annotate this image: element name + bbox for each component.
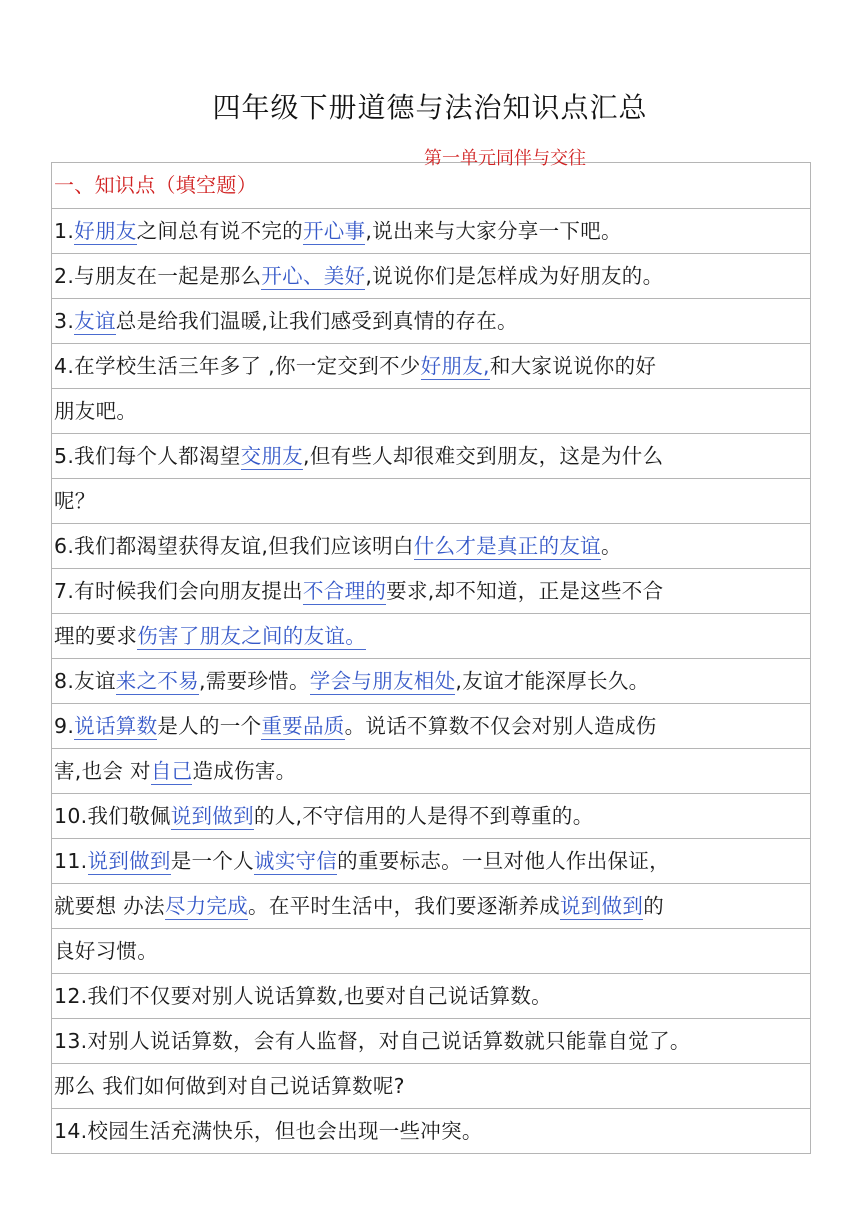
answer-blank: 诚实守信	[253, 849, 338, 873]
answer-blank: 友谊	[74, 309, 116, 333]
line-text: 。说话不算数不仅会对别人造成伤	[344, 714, 657, 738]
line-text: 4.在学校生活三年多了 ,你一定交到不少	[54, 354, 421, 378]
answer-blank: 重要品质	[261, 714, 345, 738]
line-text: 良好习惯。	[54, 939, 158, 963]
page-title: 四年级下册道德与法治知识点汇总	[212, 91, 648, 124]
line-text: 造成伤害。	[192, 759, 297, 783]
text-line	[52, 794, 810, 839]
line-text: 总是给我们温暖,让我们感受到真情的存在。	[115, 309, 518, 333]
line-text: 是一个人	[170, 849, 254, 873]
line-text: 朋友吧。	[54, 399, 138, 423]
line-text: 9.	[54, 714, 75, 738]
line-text: 13.对别人说话算数，会有人监督，对自己说话算数就只能靠自觉了。	[54, 1029, 691, 1053]
answer-blank: 尽力完成	[164, 894, 249, 918]
line-text: 要求,却不知道，正是这些不合	[386, 579, 664, 603]
text-line	[52, 1064, 810, 1109]
section-heading: 一、知识点（填空题）	[52, 163, 810, 209]
line-text: 和大家说说你的好	[489, 354, 657, 378]
line-text: 。在平时生活中，我们要逐渐养成	[248, 894, 561, 918]
line-text: 8.友谊	[54, 669, 116, 693]
answer-blank: 开心事	[302, 219, 366, 243]
line-text: 10.我们敬佩	[54, 804, 171, 828]
line-text: 6.我们都渴望获得友谊,但我们应该明白	[54, 534, 414, 558]
text-line	[52, 524, 810, 569]
line-text: 之间总有说不完的	[136, 219, 303, 243]
text-line	[52, 1109, 810, 1154]
text-line	[52, 389, 810, 434]
line-text: 的重要标志。一旦对他人作出保证，	[337, 849, 670, 873]
line-text: 1.	[54, 219, 75, 243]
line-text: 14.校园生活充满快乐，但也会出现一些冲突。	[54, 1119, 483, 1143]
answer-blank: 开心、美好	[261, 264, 366, 288]
text-line	[52, 884, 810, 929]
line-text: 是人的一个	[157, 714, 262, 738]
answer-blank: 不合理的	[302, 579, 387, 603]
line-text: ,但有些人却很难交到朋友，这是为什么	[302, 444, 664, 468]
answer-blank: 说到做到	[560, 894, 644, 918]
text-line	[52, 929, 810, 974]
text-line	[52, 209, 810, 254]
answer-blank: 自己	[150, 759, 193, 783]
line-text: 害,也会 对	[54, 759, 151, 783]
text-line	[52, 479, 810, 524]
text-line	[52, 1019, 810, 1064]
line-text: 那么 我们如何做到对自己说话算数呢?	[54, 1074, 405, 1098]
text-line	[52, 839, 810, 884]
text-line	[52, 344, 810, 389]
answer-blank: 学会与朋友相处	[309, 669, 456, 693]
answer-blank: 好朋友	[74, 219, 137, 243]
answer-blank: 什么才是真正的友谊	[413, 534, 601, 558]
line-text: 2.与朋友在一起是那么	[54, 264, 262, 288]
text-line	[52, 749, 810, 794]
text-line	[52, 299, 810, 344]
answer-blank: 说到做到	[170, 804, 254, 828]
line-text: ,说说你们是怎样成为好朋友的。	[365, 264, 664, 288]
answer-blank: 说到做到	[87, 849, 171, 873]
knowledge-rows	[52, 209, 810, 1154]
text-line	[52, 254, 810, 299]
answer-blank: 伤害了朋友之间的友谊。	[137, 624, 367, 648]
text-line	[52, 614, 810, 659]
unit-subtitle: 第一单元同伴与交往	[424, 148, 586, 169]
line-text: ,说出来与大家分享一下吧。	[365, 219, 622, 243]
answer-blank: 好朋友,	[420, 354, 490, 378]
line-text: 就要想 办法	[54, 894, 165, 918]
line-text: 12.我们不仅要对别人说话算数,也要对自己说话算数。	[54, 984, 552, 1008]
line-text: ,友谊才能深厚长久。	[455, 669, 650, 693]
line-text: 理的要求	[54, 624, 138, 648]
line-text: ,需要珍惜。	[198, 669, 310, 693]
text-line	[52, 434, 810, 479]
answer-blank: 说话算数	[74, 714, 158, 738]
line-text: 5.我们每个人都渴望	[54, 444, 241, 468]
line-text: 7.有时候我们会向朋友提出	[54, 579, 303, 603]
text-line	[52, 974, 810, 1019]
answer-blank: 来之不易	[115, 669, 199, 693]
knowledge-table	[51, 162, 811, 1154]
line-text: 11.	[54, 849, 88, 873]
text-line	[52, 569, 810, 614]
line-text: 。	[600, 534, 622, 558]
text-line	[52, 704, 810, 749]
line-text: 的	[643, 894, 665, 918]
line-text: 呢？	[54, 489, 96, 513]
text-line	[52, 659, 810, 704]
line-text: 的人,不守信用的人是得不到尊重的。	[253, 804, 594, 828]
answer-blank: 交朋友	[240, 444, 303, 468]
line-text: 3.	[54, 309, 75, 333]
